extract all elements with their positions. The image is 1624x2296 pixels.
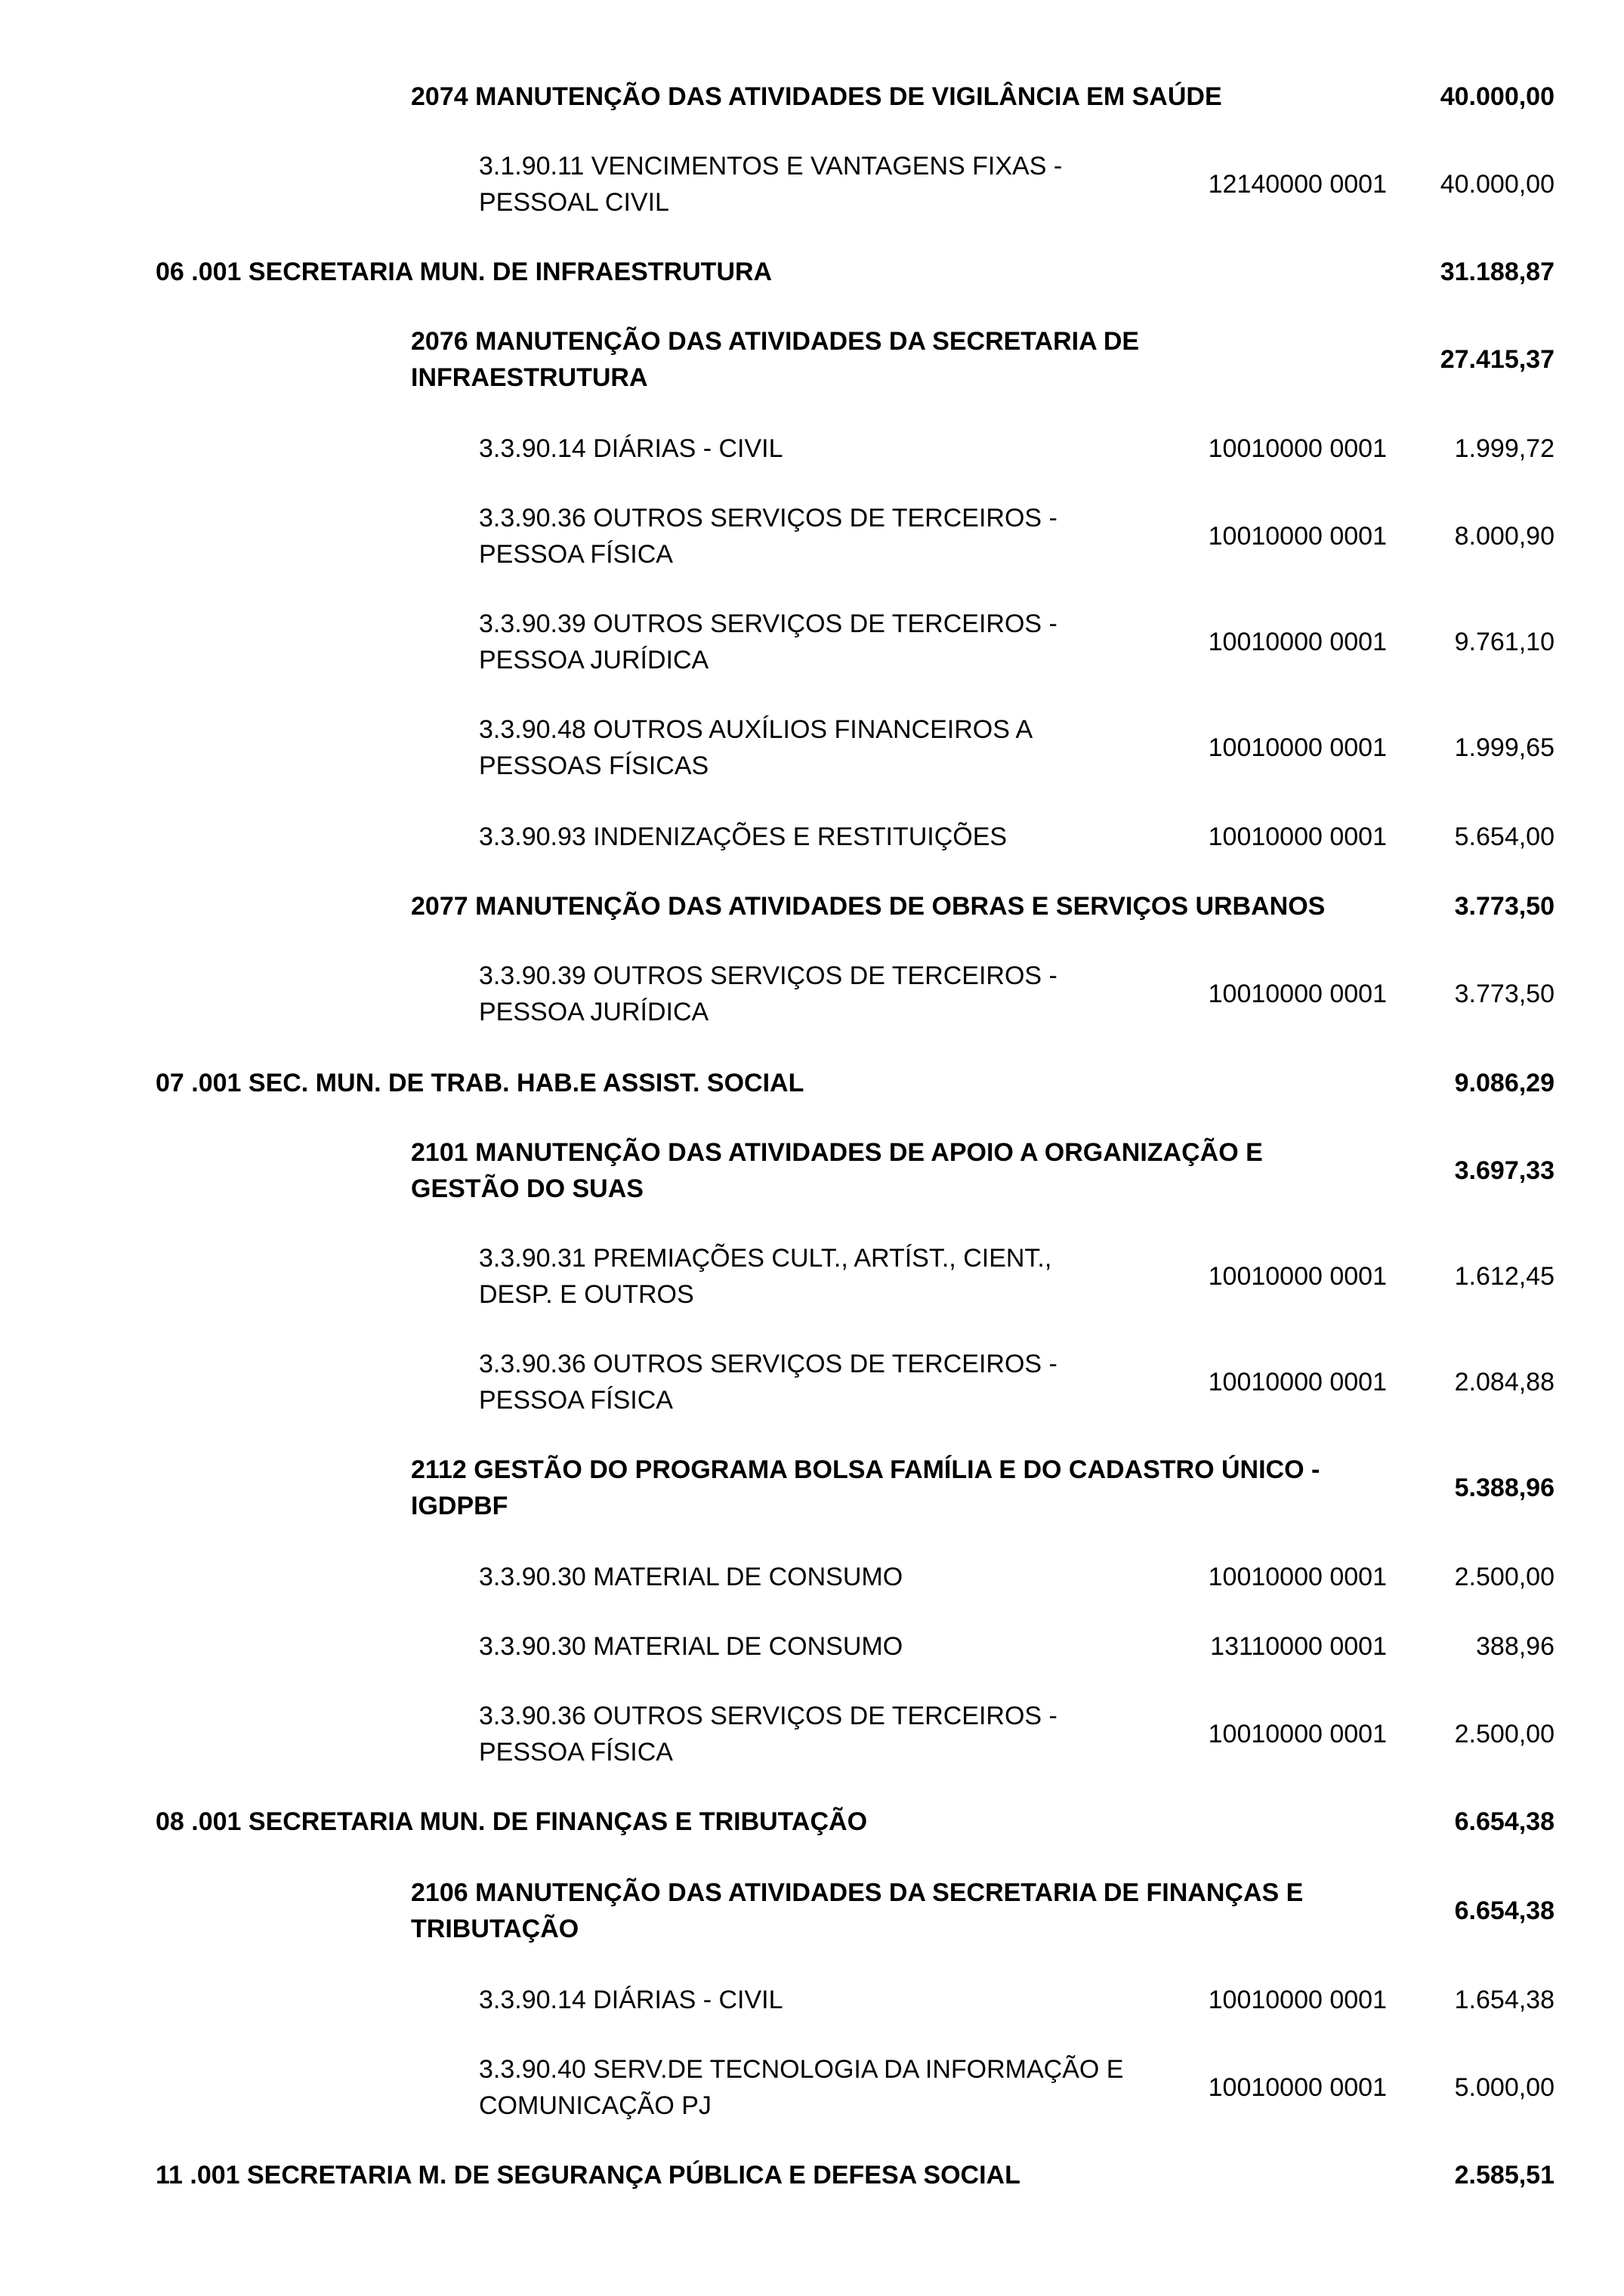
source-code: 10010000 0001 <box>1208 434 1387 463</box>
row-description <box>411 1875 1303 1947</box>
source-code: 12140000 0001 <box>1208 170 1387 199</box>
amount-value: 31.188,87 <box>1440 258 1555 286</box>
amount-value: 40.000,00 <box>1440 82 1555 111</box>
source-code: 10010000 0001 <box>1208 1262 1387 1291</box>
description-line: 2076 MANUTENÇÃO DAS ATIVIDADES DA SECRETARIA DE <box>411 327 1140 356</box>
amount-value: 2.084,88 <box>1454 1368 1555 1396</box>
row-description <box>411 323 1139 396</box>
description-line: PESSOA JURÍDICA <box>479 998 709 1026</box>
description-line: PESSOAS FÍSICAS <box>479 751 709 780</box>
row-description <box>479 819 1181 855</box>
description-line: 3.3.90.14 DIÁRIAS - CIVIL <box>479 1986 783 2014</box>
amount-value: 5.388,96 <box>1454 1474 1555 1502</box>
amount-value: 27.415,37 <box>1440 345 1555 374</box>
amount-value: 5.000,00 <box>1454 2073 1555 2102</box>
amount-value: 2.585,51 <box>1454 2161 1555 2190</box>
description-line: 3.3.90.14 DIÁRIAS - CIVIL <box>479 434 783 463</box>
source-code: 10010000 0001 <box>1208 1720 1387 1748</box>
description-line: 2112 GESTÃO DO PROGRAMA BOLSA FAMÍLIA E DO CADASTRO ÚNICO - <box>411 1455 1320 1484</box>
amount-value: 9.086,29 <box>1454 1069 1555 1097</box>
description-line: 2074 MANUTENÇÃO DAS ATIVIDADES DE VIGILÂNCIA EM SAÚDE <box>411 82 1222 111</box>
description-line: INFRAESTRUTURA <box>411 363 648 392</box>
amount-value: 6.654,38 <box>1454 1807 1555 1836</box>
description-line: PESSOA FÍSICA <box>479 1386 673 1415</box>
row-description <box>479 2051 1181 2124</box>
description-line: PESSOA JURÍDICA <box>479 646 709 674</box>
description-line: 3.1.90.11 VENCIMENTOS E VANTAGENS FIXAS - <box>479 152 1063 181</box>
amount-value: 8.000,90 <box>1454 522 1555 551</box>
description-line: TRIBUTAÇÃO <box>411 1915 579 1943</box>
source-code: 10010000 0001 <box>1208 733 1387 762</box>
description-line: PESSOAL CIVIL <box>479 188 669 217</box>
source-code: 10010000 0001 <box>1208 628 1387 656</box>
description-line: 3.3.90.39 OUTROS SERVIÇOS DE TERCEIROS - <box>479 609 1057 638</box>
source-code: 10010000 0001 <box>1208 522 1387 551</box>
source-code: 10010000 0001 <box>1208 1986 1387 2014</box>
row-description <box>411 1452 1320 1524</box>
description-line: 3.3.90.40 SERV.DE TECNOLOGIA DA INFORMAÇÃO E <box>479 2055 1124 2084</box>
amount-value: 1.654,38 <box>1454 1986 1555 2014</box>
description-line: 3.3.90.30 MATERIAL DE CONSUMO <box>479 1563 903 1591</box>
description-line: 3.3.90.93 INDENIZAÇÕES E RESTITUIÇÕES <box>479 822 1008 851</box>
description-line: 06 .001 SECRETARIA MUN. DE INFRAESTRUTURA <box>156 258 773 286</box>
amount-value: 2.500,00 <box>1454 1563 1555 1591</box>
amount-value: 3.773,50 <box>1454 980 1555 1008</box>
source-code: 10010000 0001 <box>1208 980 1387 1008</box>
row-description <box>479 1982 1181 2018</box>
amount-value: 1.999,65 <box>1454 733 1555 762</box>
row-description <box>411 888 1325 924</box>
row-description <box>411 79 1222 115</box>
amount-value: 40.000,00 <box>1440 170 1555 199</box>
amount-value: 5.654,00 <box>1454 822 1555 851</box>
row-description <box>479 606 1181 678</box>
description-line: PESSOA FÍSICA <box>479 1738 673 1767</box>
description-line: 07 .001 SEC. MUN. DE TRAB. HAB.E ASSIST. SOCIAL <box>156 1069 804 1097</box>
description-line: 3.3.90.30 MATERIAL DE CONSUMO <box>479 1632 903 1661</box>
amount-value: 388,96 <box>1476 1632 1555 1661</box>
description-line: 3.3.90.36 OUTROS SERVIÇOS DE TERCEIROS - <box>479 1350 1057 1378</box>
row-description <box>479 148 1181 221</box>
description-line: 3.3.90.39 OUTROS SERVIÇOS DE TERCEIROS - <box>479 961 1057 990</box>
amount-value: 1.612,45 <box>1454 1262 1555 1291</box>
row-description <box>479 958 1181 1030</box>
row-description <box>479 1628 1181 1665</box>
row-description <box>479 1240 1181 1313</box>
row-description <box>156 2157 1020 2193</box>
amount-value: 3.697,33 <box>1454 1156 1555 1185</box>
description-line: PESSOA FÍSICA <box>479 540 673 569</box>
description-line: 3.3.90.48 OUTROS AUXÍLIOS FINANCEIROS A <box>479 715 1033 744</box>
description-line: 2101 MANUTENÇÃO DAS ATIVIDADES DE APOIO A ORGANIZAÇÃO E <box>411 1138 1263 1167</box>
row-description <box>156 1065 804 1101</box>
description-line: 08 .001 SECRETARIA MUN. DE FINANÇAS E TRIBUTAÇÃO <box>156 1807 868 1836</box>
amount-value: 6.654,38 <box>1454 1896 1555 1925</box>
description-line: DESP. E OUTROS <box>479 1280 694 1309</box>
amount-value: 3.773,50 <box>1454 892 1555 921</box>
row-description <box>479 500 1181 572</box>
description-line: 11 .001 SECRETARIA M. DE SEGURANÇA PÚBLICA E DEFESA SOCIAL <box>156 2161 1020 2190</box>
row-description <box>411 1134 1263 1207</box>
row-description <box>479 711 1181 784</box>
source-code: 10010000 0001 <box>1208 822 1387 851</box>
row-description <box>156 1804 867 1840</box>
source-code: 10010000 0001 <box>1208 2073 1387 2102</box>
description-line: 2077 MANUTENÇÃO DAS ATIVIDADES DE OBRAS E SERVIÇOS URBANOS <box>411 892 1326 921</box>
description-line: IGDPBF <box>411 1492 508 1520</box>
row-description <box>479 1559 1181 1595</box>
source-code: 10010000 0001 <box>1208 1563 1387 1591</box>
source-code: 13110000 0001 <box>1210 1632 1387 1661</box>
description-line: COMUNICAÇÃO PJ <box>479 2091 712 2120</box>
description-line: 3.3.90.36 OUTROS SERVIÇOS DE TERCEIROS - <box>479 504 1057 532</box>
amount-value: 9.761,10 <box>1454 628 1555 656</box>
row-description <box>156 254 772 290</box>
row-description <box>479 1698 1181 1770</box>
row-description <box>479 430 1181 467</box>
description-line: GESTÃO DO SUAS <box>411 1174 644 1203</box>
description-line: 3.3.90.36 OUTROS SERVIÇOS DE TERCEIROS - <box>479 1702 1057 1730</box>
amount-value: 2.500,00 <box>1454 1720 1555 1748</box>
row-description <box>479 1346 1181 1418</box>
description-line: 3.3.90.31 PREMIAÇÕES CULT., ARTÍST., CIENT., <box>479 1244 1052 1273</box>
amount-value: 1.999,72 <box>1454 434 1555 463</box>
description-line: 2106 MANUTENÇÃO DAS ATIVIDADES DA SECRETARIA DE FINANÇAS E <box>411 1878 1304 1907</box>
source-code: 10010000 0001 <box>1208 1368 1387 1396</box>
